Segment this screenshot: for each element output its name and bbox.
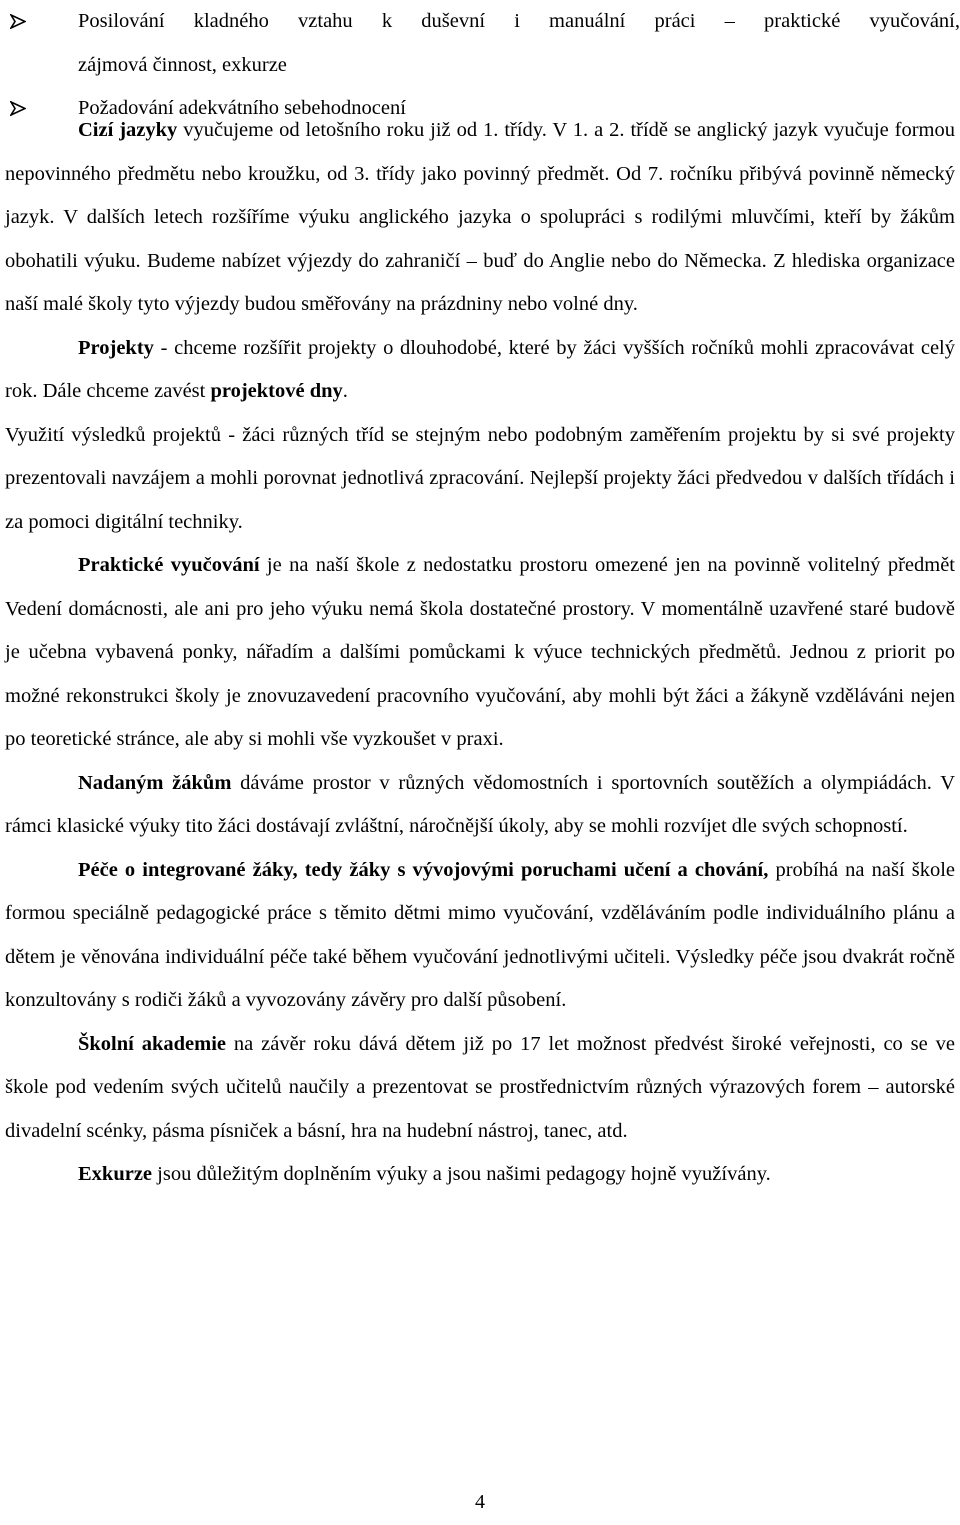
paragraph-text: probíhá na naší škole formou speciálně pedagogické práce s těmito dětmi mimo vyučování, vzděláváním podle individuálního plánu a dětem je věnována individuální péče také během vyučování jednotlivými učiteli. Výsledky péče jsou dvakrát ročně konzultovány s rodiči žáků a vyvozovány závěry pro další působení. (5, 858, 956, 1011)
paragraph-text: - chceme rozšířit projekty o dlouhodobé, které by žáci vyšších ročníků mohli zpracovávat celý rok. Dále chceme zavést (5, 336, 955, 402)
paragraph-academy (5, 1023, 955, 1154)
paragraph-practical (5, 544, 955, 762)
body-text (5, 109, 955, 1197)
bullet-text: Posilování kladného vztahu k duševní i manuální práci – praktické vyučování, (78, 10, 960, 32)
paragraph-gifted (5, 762, 955, 849)
paragraph-heading: Projekty (78, 336, 154, 359)
paragraph-heading: Cizí jazyky (78, 119, 178, 141)
paragraph-languages (5, 109, 955, 327)
bullet-item (0, 0, 960, 44)
paragraph-text: je na naší škole z nedostatku prostoru omezené jen na povinně volitelný předmět Vedení domácnosti, ale ani pro jeho výuku nemá škola dostatečné prostory. V momentálně uzavřené staré budově je učebna vybavená ponky, nářadím a dalšími pomůckami k výuce technických předmětů. Jednou z priorit po možné rekonstrukci školy je znovuzavedení pracovního vyučování, aby mohli být žáci a žákyně vzděláváni nejen po teoretické stránce, ale aby si mohli vše vyzkoušet v praxi. (5, 554, 955, 750)
paragraph-emphasis: projektové dny (210, 380, 343, 402)
paragraph-heading: Exkurze (78, 1163, 153, 1185)
bullet-text: Požadování adekvátního sebehodnocení (78, 97, 406, 119)
paragraph-heading: Školní akademie (78, 1032, 227, 1055)
paragraph-heading: Praktické vyučování (78, 554, 260, 576)
paragraph-text-end: . (342, 380, 348, 402)
paragraph-heading: Péče o integrované žáky, tedy žáky s vývojovými poruchami učení a chování, (78, 858, 769, 881)
paragraph-text: dáváme prostor v různých vědomostních i sportovních soutěžích a olympiádách. V rámci klasické výuky tito žáci dostávají zvláštní, náročnější úkoly, aby se mohli rozvíjet dle svých schopností. (5, 771, 955, 837)
bullet-text-continuation: zájmová činnost, exkurze (78, 53, 287, 76)
paragraph-integrated (5, 849, 955, 1023)
paragraph-text: vyučujeme od letošního roku již od 1. třídy. V 1. a 2. třídě se anglický jazyk vyučuje formou nepovinného předmětu nebo kroužku, od 3. třídy jako povinný předmět. Od 7. ročníku přibývá povinně německý jazyk. V dalších letech rozšíříme výuku anglického jazyka o spolupráci s rodilými mluvčími, kteří by žákům obohatili výuku. Budeme nabízet výjezdy do zahraničí – buď do Anglie nebo do Německa. Z hlediska organizace naší malé školy tyto výjezdy budou směřovány na prázdniny nebo volné dny. (5, 119, 955, 315)
paragraph-excursions (5, 1153, 955, 1197)
paragraph-text: jsou důležitým doplněním výuky a jsou našimi pedagogy hojně využívány. (152, 1163, 771, 1185)
paragraph-heading: Nadaným žákům (78, 771, 232, 794)
page-number: 4 (475, 1491, 485, 1513)
arrowhead-bullet-icon (10, 0, 26, 44)
paragraph-projects (5, 327, 955, 414)
paragraph-results: Využití výsledků projektů - žáci různých tříd se stejným nebo podobným zaměřením projektu by si své projekty prezentovali navzájem a mohli porovnat jednotlivá zpracování. Nejlepší projekty žáci předvedou v dalších třídách i za pomoci digitální techniky. (5, 423, 955, 533)
paragraph-text: na závěr roku dává dětem již po 17 let možnost předvést široké veřejnosti, co se ve škole pod vedením svých učitelů naučily a prezentovat se prostřednictvím různých výrazových forem – autorské divadelní scénky, pásma písniček a básní, hra na hudební nástroj, tanec, atd. (5, 1032, 955, 1142)
